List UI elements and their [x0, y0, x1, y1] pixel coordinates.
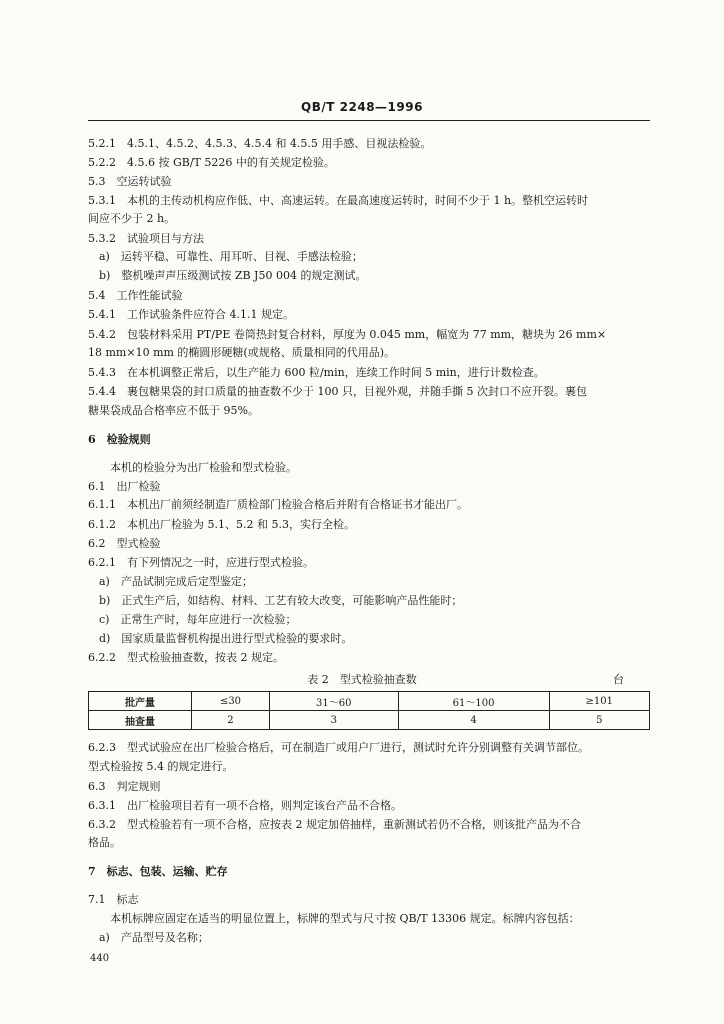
- text-line: 6.1 出厂检验: [88, 480, 161, 493]
- text-line: 5.4 工作性能试验: [88, 289, 183, 302]
- text-line: 6.3.2 型式检验若有一项不合格，应按表 2 规定加倍抽样，重新测试若仍不合格，则该批产品为不合: [88, 818, 581, 831]
- text-line: 5.2.2 4.5.6 按 GB/T 5226 中的有关规定检验。: [88, 156, 335, 169]
- text-line: 18 mm×10 mm 的椭圆形硬糖(或规格、质量相同的代用品)。: [88, 346, 396, 359]
- table-cell: 5: [549, 711, 649, 730]
- table-cell: ≥101: [549, 692, 649, 711]
- sampling-table: [88, 691, 650, 730]
- text-line: 型式检验按 5.4 的规定进行。: [88, 760, 234, 773]
- text-line: 本机的检验分为出厂检验和型式检验。: [88, 461, 297, 474]
- text-line: 7.1 标志: [88, 893, 139, 906]
- text-line: 5.3.2 试验项目与方法: [88, 232, 204, 245]
- text-line: 5.4.2 包装材料采用 PT/PE 卷筒热封复合材料，厚度为 0.045 mm，幅宽为 77 mm，糖块为 26 mm×: [88, 328, 607, 341]
- text-line: 5.4.1 工作试验条件应符合 4.1.1 规定。: [88, 308, 294, 321]
- table-cell: 3: [269, 711, 398, 730]
- text-line: 6.2.3 型式试验应在出厂检验合格后，可在制造厂或用户厂进行，测试时允许分别调整有关调节部位。: [88, 741, 589, 754]
- table-cell: 31～60: [269, 692, 398, 711]
- text-line: 5.2.1 4.5.1、4.5.2、4.5.3、4.5.4 和 4.5.5 用手感、目视法检验。: [88, 137, 432, 150]
- section-heading: 7 标志、包装、运输、贮存: [88, 865, 228, 878]
- text-line: 6.1.2 本机出厂检验为 5.1、5.2 和 5.3，实行全检。: [88, 518, 355, 531]
- text-line: b) 正式生产后，如结构、材料、工艺有较大改变，可能影响产品性能时；: [88, 594, 463, 607]
- text-line: 本机标牌应固定在适当的明显位置上，标牌的型式与尺寸按 QB/T 13306 规定。标牌内容包括：: [88, 912, 580, 925]
- text-line: a) 产品试制完成后定型鉴定；: [88, 575, 253, 588]
- text-line: 6.2.1 有下列情况之一时，应进行型式检验。: [88, 556, 314, 569]
- text-line: 6.2 型式检验: [88, 537, 161, 550]
- page-number: 440: [90, 953, 110, 964]
- text-line: 5.4.3 在本机调整正常后，以生产能力 600 粒/min，连续工作时间 5 min，进行计数检查。: [88, 366, 545, 379]
- text-line: 6.3.1 出厂检验项目若有一项不合格，则判定该台产品不合格。: [88, 799, 402, 812]
- text-line: 6.2.2 型式检验抽查数，按表 2 规定。: [88, 651, 284, 664]
- text-line: b) 整机噪声声压级测试按 ZB J50 004 的规定测试。: [88, 269, 367, 282]
- text-line: 6.3 判定规则: [88, 780, 161, 793]
- text-line: 6.1.1 本机出厂前须经制造厂质检部门检验合格后并附有合格证书才能出厂。: [88, 498, 468, 511]
- table-cell: ≤30: [192, 692, 270, 711]
- header-rule: [88, 120, 650, 121]
- text-line: a) 运转平稳、可靠性、用耳听、目视、手感法检验；: [88, 250, 363, 263]
- table-row: [89, 692, 650, 711]
- page-header: QB/T 2248—1996: [301, 100, 423, 114]
- table-cell: 批产量: [89, 692, 192, 711]
- table-cell: 2: [192, 711, 270, 730]
- table-row: [89, 711, 650, 730]
- text-line: 5.4.4 裹包糖果袋的封口质量的抽查数不少于 100 只，目视外观，并随手撕 5 次封口不应开裂。裹包: [88, 385, 587, 398]
- table-caption: 表 2 型式检验抽查数: [307, 673, 417, 686]
- section-heading: 6 检验规则: [88, 433, 151, 446]
- table-unit: 台: [613, 673, 624, 686]
- text-line: a) 产品型号及名称；: [88, 931, 209, 944]
- text-line: 间应不少于 2 h。: [88, 212, 176, 225]
- text-line: 5.3 空运转试验: [88, 175, 172, 188]
- text-line: d) 国家质量监督机构提出进行型式检验的要求时。: [88, 632, 353, 645]
- text-line: 糖果袋成品合格率应不低于 95%。: [88, 404, 259, 417]
- table-cell: 4: [398, 711, 549, 730]
- text-line: 格品。: [88, 836, 121, 849]
- table-cell: 抽查量: [89, 711, 192, 730]
- text-line: 5.3.1 本机的主传动机构应作低、中、高速运转。在最高速度运转时，时间不少于 1 h。整机空运转时: [88, 194, 589, 207]
- text-line: c) 正常生产时，每年应进行一次检验；: [88, 613, 297, 626]
- table-cell: 61～100: [398, 692, 549, 711]
